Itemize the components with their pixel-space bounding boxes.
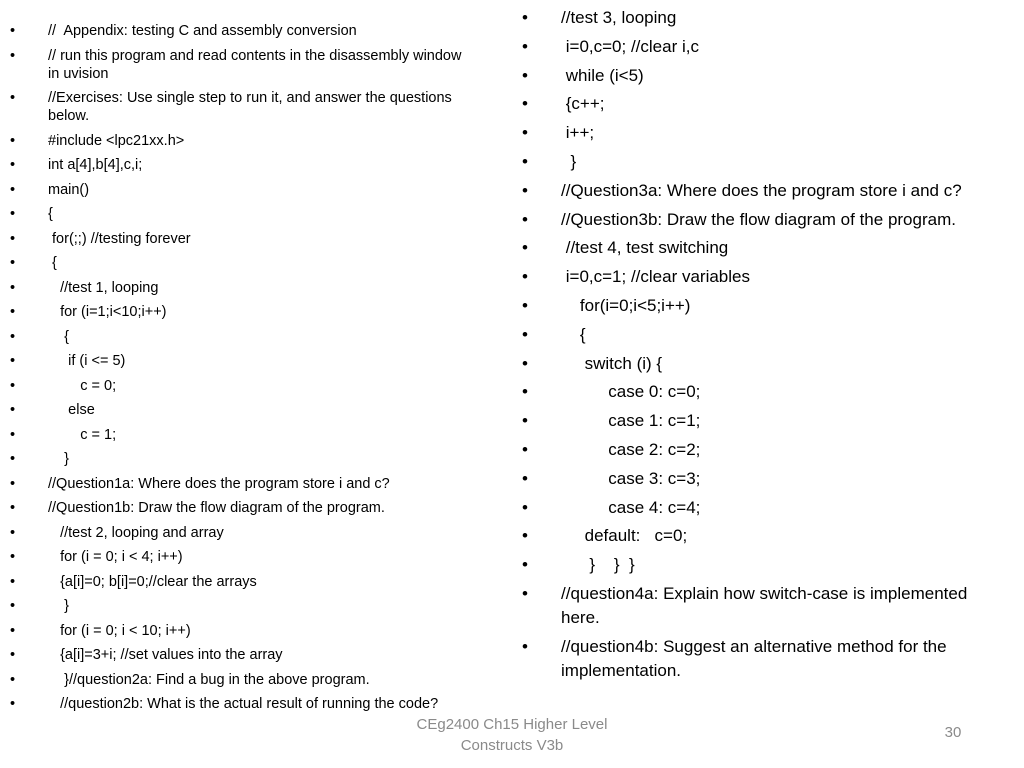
code-line: • c = 1; bbox=[48, 426, 463, 444]
code-line: • { bbox=[48, 205, 463, 223]
code-line: • for (i=1;i<10;i++) bbox=[48, 303, 463, 321]
code-line: • main() bbox=[48, 181, 463, 199]
code-line: • for(i=0;i<5;i++) bbox=[561, 294, 981, 318]
code-line: • for(;;) //testing forever bbox=[48, 230, 463, 248]
code-line: • i=0,c=1; //clear variables bbox=[561, 265, 981, 289]
code-line: • //question2b: What is the actual result of running the code? bbox=[48, 695, 463, 713]
code-line: • case 1: c=1; bbox=[561, 409, 981, 433]
code-line: • //test 4, test switching bbox=[561, 236, 981, 260]
code-line: • case 3: c=3; bbox=[561, 467, 981, 491]
code-line: • //question4a: Explain how switch-case is implemented here. bbox=[561, 582, 981, 630]
code-line: • for (i = 0; i < 10; i++) bbox=[48, 622, 463, 640]
code-line: • // Appendix: testing C and assembly conversion bbox=[48, 22, 463, 40]
code-line: • } bbox=[48, 450, 463, 468]
code-line: • while (i<5) bbox=[561, 64, 981, 88]
code-line: • if (i <= 5) bbox=[48, 352, 463, 370]
code-line: • {a[i]=0; b[i]=0;//clear the arrays bbox=[48, 573, 463, 591]
code-line: • #include <lpc21xx.h> bbox=[48, 132, 463, 150]
code-line: • {c++; bbox=[561, 92, 981, 116]
footer-title: CEg2400 Ch15 Higher Level Constructs V3b bbox=[416, 716, 608, 754]
code-line: • case 2: c=2; bbox=[561, 438, 981, 462]
code-line: • //Question3b: Draw the flow diagram of the program. bbox=[561, 208, 981, 232]
code-line: • case 0: c=0; bbox=[561, 380, 981, 404]
code-line: • switch (i) { bbox=[561, 352, 981, 376]
code-line: • for (i = 0; i < 4; i++) bbox=[48, 548, 463, 566]
code-line: • //question4b: Suggest an alternative method for the implementation. bbox=[561, 635, 981, 683]
left-code-list bbox=[48, 22, 466, 720]
code-line: • //test 2, looping and array bbox=[48, 524, 463, 542]
code-line: • //Exercises: Use single step to run it, and answer the questions below. bbox=[48, 89, 463, 125]
code-line: • } bbox=[561, 150, 981, 174]
code-line: • //test 3, looping bbox=[561, 6, 981, 30]
code-line: • { bbox=[48, 328, 463, 346]
code-line: • //Question1b: Draw the flow diagram of the program. bbox=[48, 499, 463, 517]
code-line: • case 4: c=4; bbox=[561, 496, 981, 520]
code-line: • int a[4],b[4],c,i; bbox=[48, 156, 463, 174]
code-line: • c = 0; bbox=[48, 377, 463, 395]
code-line: • i=0,c=0; //clear i,c bbox=[561, 35, 981, 59]
code-line: • { bbox=[561, 323, 981, 347]
code-line: • i++; bbox=[561, 121, 981, 145]
code-line: • { bbox=[48, 254, 463, 272]
code-line: • } bbox=[48, 597, 463, 615]
right-code-list bbox=[561, 6, 981, 688]
code-line: • }//question2a: Find a bug in the above program. bbox=[48, 671, 463, 689]
code-line: • //Question3a: Where does the program store i and c? bbox=[561, 179, 981, 203]
code-line: • //Question1a: Where does the program store i and c? bbox=[48, 475, 463, 493]
code-line: • // run this program and read contents in the disassembly window in uvision bbox=[48, 47, 463, 83]
code-line: • //test 1, looping bbox=[48, 279, 463, 297]
code-line: • else bbox=[48, 401, 463, 419]
page-number: 30 bbox=[944, 724, 962, 741]
code-line: • default: c=0; bbox=[561, 524, 981, 548]
code-line: • {a[i]=3+i; //set values into the array bbox=[48, 646, 463, 664]
code-line: • } } } bbox=[561, 553, 981, 577]
